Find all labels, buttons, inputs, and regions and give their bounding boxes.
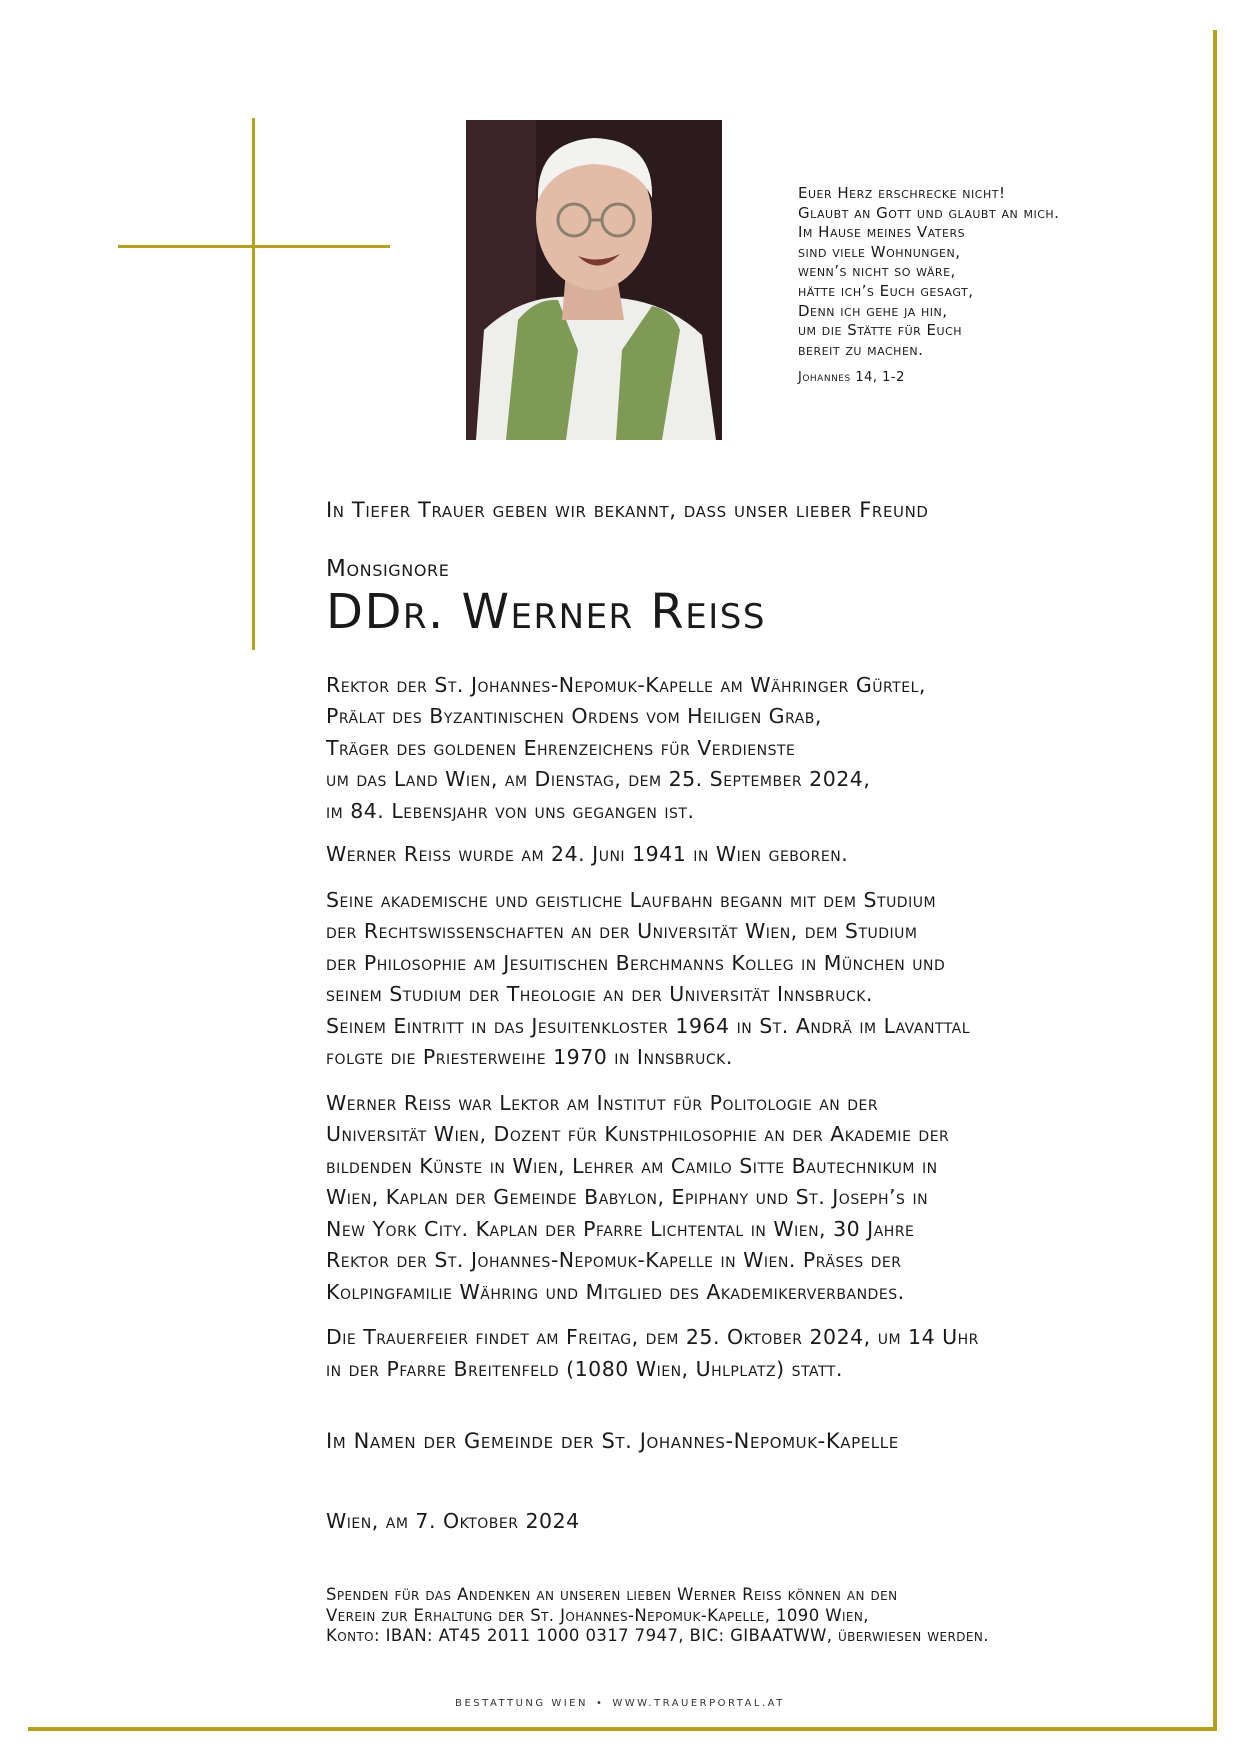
footer-separator: • xyxy=(595,1698,605,1709)
donation-note: Spenden für das Andenken an unseren lieben Werner Reiss können an den Verein zur Erhaltung der St. Johannes-Nepomuk-Kapelle, 1090 Wien, Konto: IBAN: AT45 2011 1000 0317 7947, BIC: GIBAATWW, überwiesen werden. xyxy=(326,1585,989,1646)
paragraph-career: Werner Reiss war Lektor am Institut für Politologie an der Universität Wien, Dozent für Kunstphilosophie an der Akademie der bildenden Künste in Wien, Lehrer am Camilo Sitte Bautechnikum in Wien, Kaplan der Gemeinde Babylon, Epiphany und St. Joseph’s in New York City. Kaplan der Pfarre Lichtental in Wien, 30 Jahre Rektor der St. Johannes-Nepomuk-Kapelle in Wien. Präses der Kolpingfamilie Währing und Mitglied des Akademikerverbandes. xyxy=(326,1090,950,1304)
verse-line: sind viele Wohnungen, xyxy=(798,242,961,261)
footer-company: BESTATTUNG WIEN xyxy=(455,1698,588,1709)
verse-line: wenn’s nicht so wäre, xyxy=(798,262,956,281)
on-behalf-line: Im Namen der Gemeinde der St. Johannes-Nepomuk-Kapelle xyxy=(326,1429,899,1454)
deceased-name: DDr. Werner Reiss xyxy=(326,584,766,640)
cross-icon-vertical xyxy=(252,118,255,650)
cross-icon-horizontal xyxy=(118,245,390,248)
footer xyxy=(0,1698,1240,1709)
frame-right-line xyxy=(1213,30,1217,1730)
frame-bottom-line xyxy=(28,1727,1217,1731)
paragraph-education: Seine akademische und geistliche Laufbahn begann mit dem Studium der Rechtswissenschaften an der Universität Wien, dem Studium der Philosophie am Jesuitischen Berchmanns Kolleg in München und seinem Studium der Theologie an der Universität Innsbruck. Seinem Eintritt in das Jesuitenkloster 1964 in St. Andrä im Lavanttal folgte die Priesterweihe 1970 in Innsbruck. xyxy=(326,887,971,1070)
portrait-photo-icon xyxy=(466,120,722,440)
paragraph-funeral: Die Trauerfeier findet am Freitag, dem 25. Oktober 2024, um 14 Uhr in der Pfarre Breitenfeld (1080 Wien, Uhlplatz) statt. xyxy=(326,1325,979,1381)
announcement-body xyxy=(326,498,1206,1647)
footer-website: WWW.TRAUERPORTAL.AT xyxy=(612,1698,785,1709)
bible-verse xyxy=(798,184,1158,388)
verse-line: Glaubt an Gott und glaubt an mich. xyxy=(798,203,1060,222)
paragraph-birth: Werner Reiss wurde am 24. Juni 1941 in Wien geboren. xyxy=(326,842,849,867)
verse-reference: Johannes 14, 1-2 xyxy=(798,370,905,386)
verse-line: Im Hause meines Vaters xyxy=(798,223,966,242)
verse-line: Denn ich gehe ja hin, xyxy=(798,301,948,320)
verse-line: um die Stätte für Euch xyxy=(798,321,963,340)
verse-line: bereit zu machen. xyxy=(798,340,924,359)
dateline: Wien, am 7. Oktober 2024 xyxy=(326,1509,580,1534)
verse-line: Euer Herz erschrecke nicht! xyxy=(798,184,1006,202)
honorific: Monsignore xyxy=(326,556,450,582)
verse-line: hätte ich’s Euch gesagt, xyxy=(798,281,974,300)
paragraph-titles: Rektor der St. Johannes-Nepomuk-Kapelle am Währinger Gürtel, Prälat des Byzantinischen Ordens vom Heiligen Grab, Träger des goldenen Ehrenzeichens für Verdienste um das Land Wien, am Dienstag, dem 25. September 2024, im 84. Lebensjahr von uns gegangen ist. xyxy=(326,672,926,823)
intro-line: In Tiefer Trauer geben wir bekannt, dass unser lieber Freund xyxy=(326,498,929,522)
